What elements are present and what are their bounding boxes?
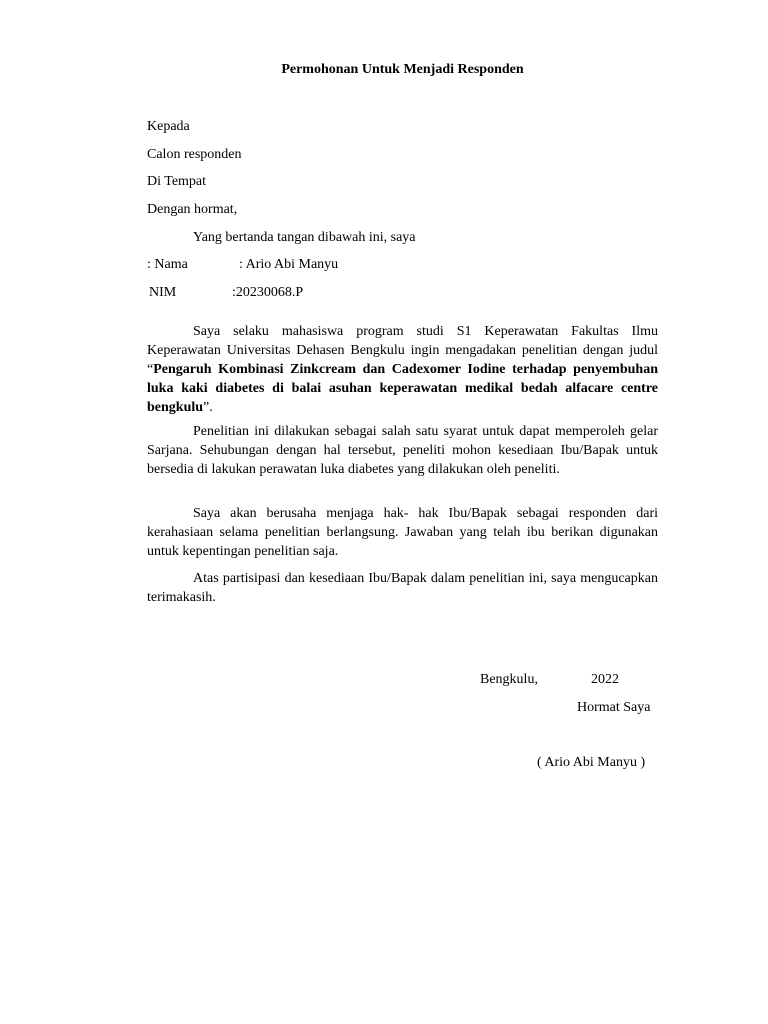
paragraph-purpose [147, 322, 658, 417]
signature-name: ( Ario Abi Manyu ) [537, 755, 646, 770]
research-title: Pengaruh Kombinasi Zinkcream dan Cadexomer Iodine terhadap penyembuhan luka kaki diabetes di balai asuhan keperawatan medikal bedah alfacare centre bengkulu [147, 362, 658, 415]
closing-place: Bengkulu, [480, 672, 538, 687]
paragraph-thanks [147, 569, 658, 607]
greeting: Dengan hormat, [147, 202, 238, 217]
paragraph-requirement-text: Penelitian ini dilakukan sebagai salah satu syarat untuk dapat memperoleh gelar Sarjana. Sehubungan dengan hal tersebut, peneliti mohon kesediaan Ibu/Bapak untuk bersedia di lakukan perawatan luka diabetes yang dilakukan oleh peneliti. [147, 424, 658, 477]
name-label: : Nama [147, 257, 188, 272]
name-value: : Ario Abi Manyu [239, 257, 339, 272]
address-line-recipient: Calon responden [147, 147, 242, 162]
address-line-kepada: Kepada [147, 119, 190, 134]
paragraph-thanks-text: Atas partisipasi dan kesediaan Ibu/Bapak dalam penelitian ini, saya mengucapkan terimakasih. [147, 571, 658, 605]
closing-regards: Hormat Saya [577, 700, 651, 715]
address-line-place: Di Tempat [147, 174, 207, 189]
paragraph-purpose-end: ”. [203, 400, 213, 415]
nim-label: NIM [149, 285, 177, 300]
paragraph-requirement [147, 422, 658, 479]
closing-year: 2022 [591, 672, 619, 687]
intro-line: Yang bertanda tangan dibawah ini, saya [193, 230, 416, 245]
document-title: Permohonan Untuk Menjadi Responden [281, 62, 524, 77]
paragraph-purpose-text: Saya selaku mahasiswa program studi S1 Keperawatan Fakultas Ilmu Keperawatan Universitas Dehasen Bengkulu ingin mengadakan penelitian dengan judul “ [147, 324, 658, 377]
paragraph-confidentiality-text: Saya akan berusaha menjaga hak- hak Ibu/Bapak sebagai responden dari kerahasiaan selama penelitian berlangsung. Jawaban yang telah ibu berikan digunakan untuk kepentingan penelitian saja. [147, 506, 658, 559]
nim-value: :20230068.P [232, 285, 304, 300]
paragraph-confidentiality [147, 504, 658, 561]
